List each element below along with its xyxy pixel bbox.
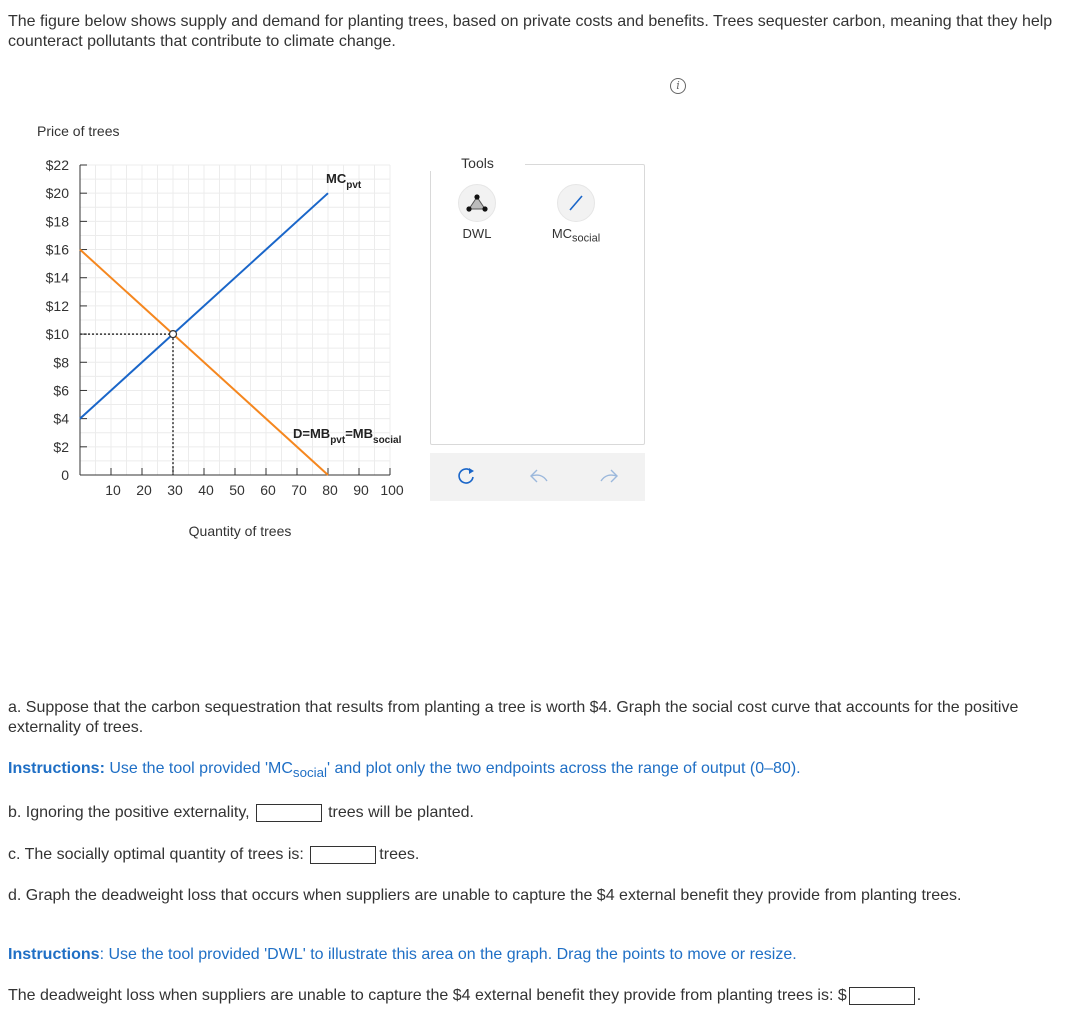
part-e-answer-input[interactable] [849, 987, 915, 1005]
mc-social-tool[interactable] [557, 184, 595, 222]
triangle-points-icon [466, 194, 488, 212]
supply-demand-chart[interactable] [0, 110, 430, 550]
origin-label: 0 [61, 467, 69, 483]
part-c-before: c. The socially optimal quantity of trees is: [8, 846, 304, 863]
y-tick-label: $22 [45, 157, 69, 173]
dwl-tool-button[interactable] [458, 184, 496, 222]
x-tick-label: 50 [229, 482, 245, 498]
instructions-a-bold: Instructions: [8, 760, 105, 777]
y-tick-label: $2 [53, 438, 69, 455]
instructions-a-text2: ' and plot only the two endpoints across the range of output (0–80). [327, 760, 801, 777]
mc-social-tool-label [536, 226, 616, 245]
part-d-text: d. Graph the deadweight loss that occurs when suppliers are unable to capture the $4 external benefit they provide from planting trees. [8, 887, 962, 904]
x-tick-label: 10 [105, 482, 121, 498]
instructions-d-bold: Instructions [8, 946, 100, 963]
x-axis-label: Quantity of trees [188, 523, 292, 539]
y-tick-label: $18 [45, 213, 69, 230]
y-tick-label: $12 [45, 297, 69, 314]
y-tick-label: $4 [53, 410, 69, 427]
instructions-a-text1: Use the tool provided 'MC [104, 760, 293, 777]
y-tick-label: $10 [45, 326, 69, 343]
mc-social-label-main: MC [551, 226, 573, 241]
y-tick-label: $8 [53, 354, 69, 371]
x-tick-label: 90 [353, 482, 369, 498]
mc-social-tool-button[interactable] [557, 184, 595, 222]
part-b-answer-input[interactable] [256, 804, 322, 822]
part-e-before: The deadweight loss when suppliers are unable to capture the $4 external benefit they provide from planting trees is: $ [8, 987, 847, 1004]
line-draw-icon [565, 192, 587, 214]
y-tick-label: $6 [53, 382, 69, 399]
x-tick-label: 30 [167, 482, 183, 498]
part-b-before: b. Ignoring the positive externality, [8, 804, 250, 821]
mc-pvt-label: $MC_{pvt}$ [326, 171, 362, 192]
part-b-after: trees will be planted. [328, 804, 474, 821]
part-b-row [8, 803, 474, 823]
dwl-tool-label: DWL [462, 226, 492, 241]
undo-icon[interactable] [528, 466, 550, 486]
x-tick-label: 20 [136, 482, 152, 498]
part-c-answer-input[interactable] [310, 846, 376, 864]
instructions-d-text: : Use the tool provided 'DWL' to illustrate this area on the graph. Drag the points to move or resize. [99, 946, 797, 963]
part-c-row [8, 845, 419, 865]
demand-label: $D=MB_{pvt}=MB_{social}$ [293, 426, 402, 446]
part-a-text: a. Suppose that the carbon sequestration that results from planting a tree is worth $4. Graph the social cost curve that accounts for the positive externality of trees. [8, 699, 1019, 736]
part-e-after: . [916, 987, 922, 1004]
mc-social-label-sub: social [572, 232, 601, 245]
intro-text: The figure below shows supply and demand for planting trees, based on private costs and benefits. Trees sequester carbon, meaning that they help counteract pollutants that contribute to climate change. [8, 13, 1053, 50]
instructions-a-sub: social [292, 765, 327, 781]
info-icon[interactable]: i [670, 78, 686, 94]
x-tick-label: 100 [380, 482, 404, 498]
dwl-tool[interactable] [458, 184, 496, 222]
reset-icon[interactable] [455, 465, 477, 487]
y-tick-label: $14 [45, 269, 69, 286]
instructions-d [8, 946, 1068, 964]
part-c-after: trees. [379, 846, 420, 863]
redo-icon[interactable] [598, 466, 620, 486]
y-tick-label: $20 [45, 185, 69, 202]
x-tick-label: 80 [322, 482, 338, 498]
x-tick-label: 60 [260, 482, 276, 498]
x-tick-label: 70 [291, 482, 307, 498]
x-tick-label: 40 [198, 482, 214, 498]
chart-grid [80, 165, 390, 475]
equilibrium-point [170, 331, 177, 338]
part-e-row [8, 986, 921, 1006]
y-tick-label: $16 [45, 241, 69, 258]
y-axis-label: Price of trees [37, 123, 120, 139]
instructions-a [8, 760, 1068, 780]
chart-series [80, 171, 402, 475]
tools-title: Tools [430, 155, 525, 171]
